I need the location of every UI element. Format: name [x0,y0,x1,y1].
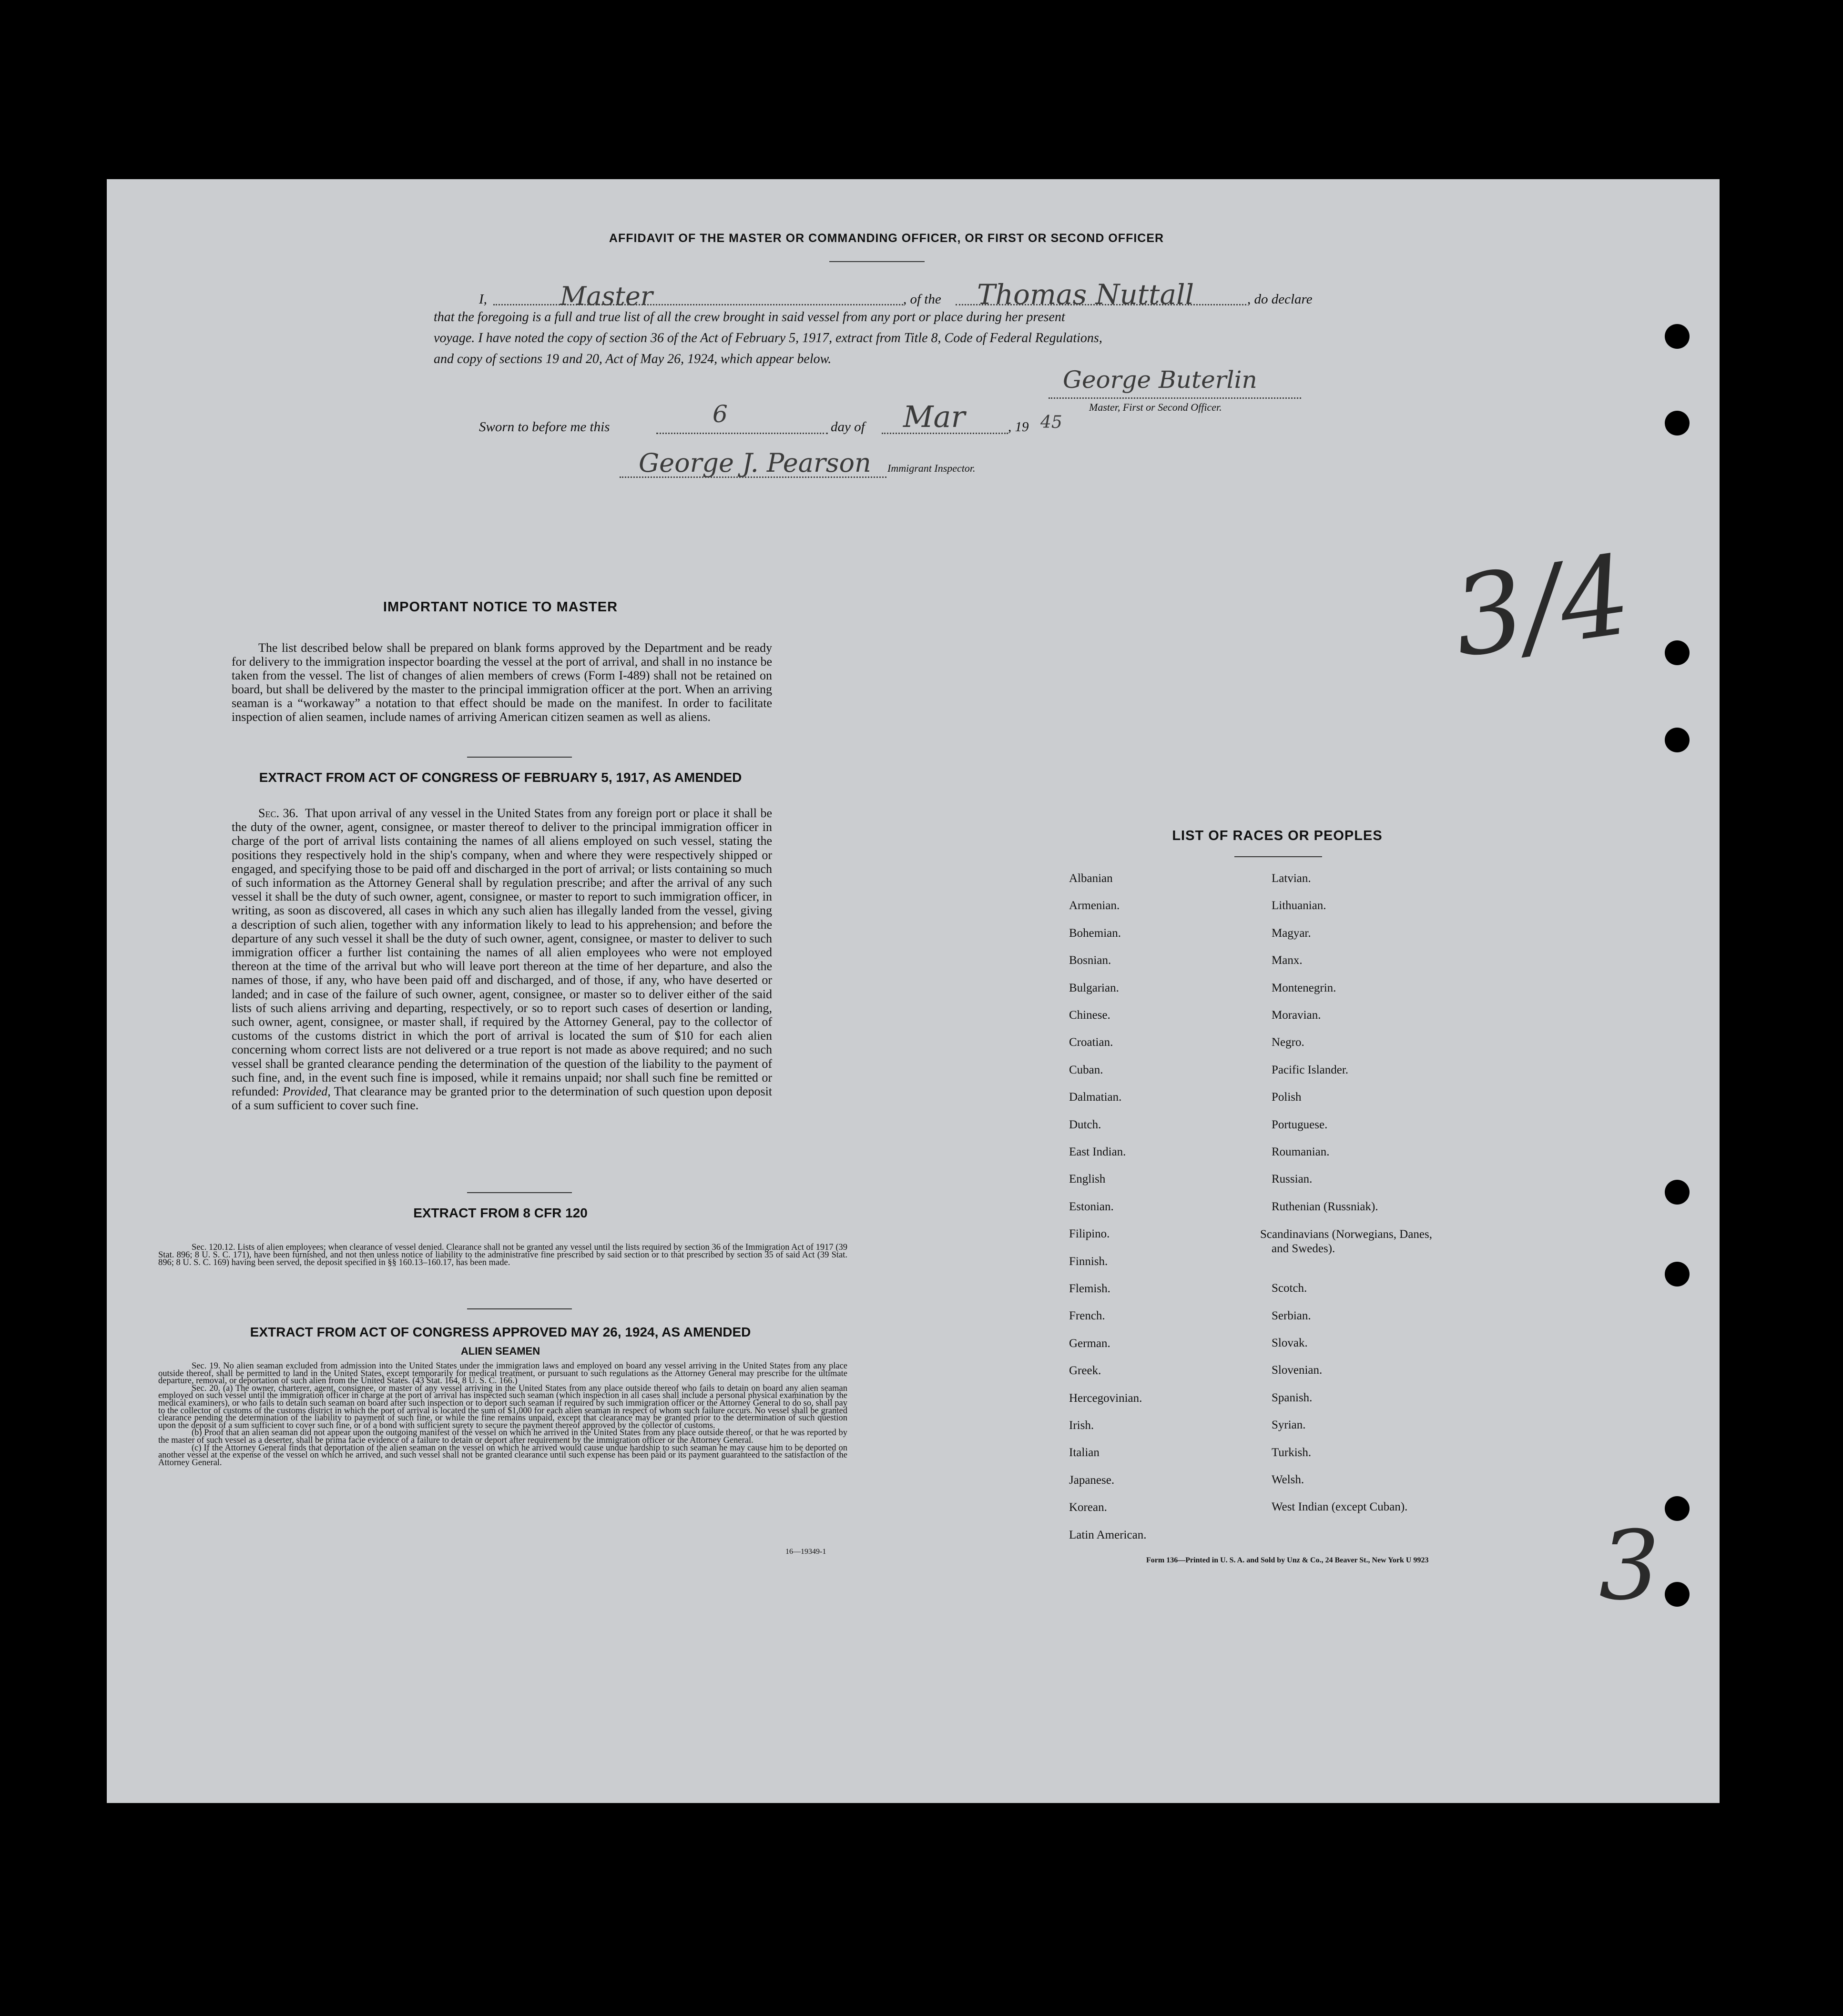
race-item: Syrian. [1272,1418,1306,1432]
race-item: Chinese. [1069,1009,1110,1022]
provided-word: Provided, [282,1084,331,1099]
race-item: English [1069,1173,1106,1186]
sec36-end: That clearance may be granted prior to the determination of such question upon deposit of a sum sufficient to cover such fine. [232,1084,773,1113]
extract-1917-title: EXTRACT FROM ACT OF CONGRESS OF FEBRUARY 5, 1917, AS AMENDED [259,770,742,785]
race-item: Slovak. [1272,1337,1308,1349]
affidavit-line-2: that the foregoing is a full and true list of all the crew brought in said vessel from any port or place during her present [434,310,1065,324]
notice-title: IMPORTANT NOTICE TO MASTER [383,599,618,615]
master-signature-line [1049,397,1301,399]
handwritten-number: 3 [1599,1510,1660,1621]
race-item: Turkish. [1272,1446,1312,1459]
race-item: Latin American. [1069,1528,1147,1541]
month-handwritten: Mar [903,399,966,434]
punch-hole [1665,411,1690,436]
punch-hole [1665,1180,1690,1205]
punch-hole [1665,324,1690,349]
race-item: East Indian. [1069,1145,1126,1158]
day-of-label: day of [831,419,865,435]
race-item: West Indian (except Cuban). [1272,1500,1408,1514]
officer-handwritten: Master [560,281,653,311]
affidavit-line-4: and copy of sections 19 and 20, Act of May 26, 1924, which appear below. [434,352,832,366]
race-item: Korean. [1069,1501,1107,1514]
notice-rule [467,757,572,758]
handwritten-fraction: 3/4 [1446,531,1638,682]
race-item: Filipino. [1069,1227,1110,1241]
race-item: Italian [1069,1446,1100,1459]
races-rule [1234,856,1322,857]
sec20c-text: (c) If the Attorney General finds that deportation of the alien seaman on the vessel on which he arrived would cause undue hardship to such seaman he may cause him to be deported on another vessel at the expense of the vessel on which he arrived, and such vessel shall not be granted clearance until such expense has been paid or its payment guaranteed to the satisfaction of the Attorney General. [158,1443,847,1468]
vessel-handwritten: Thomas Nuttall [977,278,1194,311]
form-footer: Form 136—Printed in U. S. A. and Sold by Unz & Co., 24 Beaver St., New York U 9923 [1146,1556,1429,1564]
race-item: Dalmatian. [1069,1091,1122,1104]
extract-1917-body [232,806,772,1112]
inspector-signature-line [620,476,886,478]
races-title: LIST OF RACES OR PEOPLES [1172,828,1383,843]
of-the-label: , of the [903,292,941,307]
master-caption: Master, First or Second Officer. [1089,401,1222,413]
race-item: Lithuanian. [1272,899,1326,912]
punch-hole [1665,728,1690,752]
race-item: Portuguese. [1272,1118,1328,1131]
affidavit-title: AFFIDAVIT OF THE MASTER OR COMMANDING OFFICER, OR FIRST OR SECOND OFFICER [609,232,1164,245]
race-item: Bosnian. [1069,954,1111,967]
form-code: 16—19349-1 [785,1548,826,1556]
race-item: Latvian. [1272,872,1311,885]
extract-1917-rule [467,1192,572,1193]
race-item: Negro. [1272,1036,1304,1049]
race-item: Bohemian. [1069,926,1121,940]
inspector-caption: Immigrant Inspector. [887,462,976,474]
master-signature: George Buterlin [1063,366,1257,394]
race-item: Roumanian. [1272,1145,1330,1158]
race-item: Albanian [1069,872,1113,885]
race-item: Flemish. [1069,1282,1110,1295]
cfr-rule [467,1308,572,1309]
affidavit-line-3: voyage. I have noted the copy of section 36 of the Act of February 5, 1917, extract from Title 8, Code of Federal Regulations, [434,331,1102,345]
sec19-text: Sec. 19. No alien seaman excluded from admission into the United States under the immigration laws and employed on board any vessel arriving in the United States from any place outside thereof, shall be permitted to land in the United States, except temporarily for medical treatment, or pursuant to such regulations as the Attorney General may prescribe for the ultimate departure, removal, or deportation of such alien from the United States. (43 Stat. 164, 8 U. S. C. 166.) [158,1361,847,1386]
sworn-label: Sworn to before me this [479,419,610,435]
race-item: Bulgarian. [1069,981,1119,994]
year-handwritten: 45 [1040,413,1062,432]
extract-1924-body [158,1363,847,1467]
race-item: Montenegrin. [1272,981,1336,994]
race-item: Armenian. [1069,899,1120,912]
race-item: Scotch. [1272,1282,1307,1295]
extract-1924-title: EXTRACT FROM ACT OF CONGRESS APPROVED MAY 26, 1924, AS AMENDED [250,1325,751,1339]
inspector-signature: George J. Pearson [639,448,871,478]
notice-body: The list described below shall be prepared on blank forms approved by the Department and be ready for delivery to the immigration inspector boarding the vessel at the port of arrival, and shall in no instance be taken from the vessel. The list of changes of alien members of crews (Form I-489) shall not be retained on board, but shall be delivered by the master to the principal immigration officer at the port. When an arriving seaman is a “workaway” a notation to that effect should be made on the manifest. In order to facilitate inspection of alien seamen, include names of arriving American citizen seamen as well as aliens. [232,641,772,724]
sworn-line [479,399,1099,438]
race-item: Croatian. [1069,1036,1113,1049]
sec20b-text: (b) Proof that an alien seaman did not appear upon the outgoing manifest of the vessel on which he arrived in the United States from any place outside thereof, or that he was reported by the master of such vessel as a deserter, shall be prima facie evidence of a failure to detain or deport after requirement by the immigration officer or the Attorney General. [158,1428,847,1445]
race-item: Russian. [1272,1173,1313,1186]
race-item: Polish [1272,1091,1302,1104]
race-item: Estonian. [1069,1200,1114,1213]
officer-field [493,304,903,305]
punch-hole [1665,640,1690,665]
race-item: Greek. [1069,1364,1101,1378]
race-item: Moravian. [1272,1009,1321,1022]
race-item: Ruthenian (Russniak). [1272,1200,1378,1213]
race-item: Serbian. [1272,1309,1311,1322]
cfr-body: Sec. 120.12. Lists of alien employees; when clearance of vessel denied. Clearance shall not be granted any vessel until the lists required by section 36 of the Immigration Act of 1917 (39 Stat. 896; 8 U. S. C. 171), have been furnished, and not then unless notice of liability to the administrative fine prescribed by said section or to that prescribed by section 35 of said Act (39 Stat. 896; 8 U. S. C. 169) having been served, the deposit specified in §§ 160.13–160.17, has been made. [158,1243,847,1267]
affidavit-title-rule [829,261,925,262]
sec20a-text: Sec. 20. (a) The owner, charterer, agent, consignee, or master of any vessel arriving in the United States from any place outside thereof who fails to detain on board any alien seaman employed on such vessel until the immigration officer in charge at the port of arrival has inspected such seaman (which inspection in all cases shall include a personal physical examination by the medical examiners), or who fails to detain such seaman on board after such inspection or to deport such seaman if required by such immigration officer or the Attorney General to do so, shall pay to the collector of customs of the customs district in which the port of arrival is located the sum of $1,000 for each alien seaman in respect of whom such failure occurs. No vessel shall be granted clearance pending the determination of the liability to payment of such fine, or while the fine remains unpaid, except that clearance may be granted prior to the determination of such question upon the deposit of a sum sufficient to cover such fine, or of a bond with sufficient surety to secure the payment thereof approved by the collector of customs. [158,1383,847,1430]
race-item: Manx. [1272,954,1303,967]
day-handwritten: 6 [713,400,728,428]
punch-hole [1665,1262,1690,1287]
year-prefix: , 19 [1008,419,1029,435]
race-item: Magyar. [1272,926,1311,940]
race-item: Pacific Islander. [1272,1063,1349,1076]
race-item: Irish. [1069,1419,1094,1432]
race-item: Japanese. [1069,1473,1115,1487]
race-item: French. [1069,1309,1105,1323]
i-label: I, [479,292,487,307]
race-item: Spanish. [1272,1391,1313,1404]
day-field [656,433,828,434]
race-item: Scandinavians (Norwegians, Danes, and Swedes). [1260,1228,1433,1256]
race-item: Slovenian. [1272,1364,1323,1377]
race-item: Cuban. [1069,1063,1103,1076]
sec36-label: Sec. 36. [258,806,298,820]
race-item: Welsh. [1272,1473,1304,1486]
sec36-text: That upon arrival of any vessel in the United States from any foreign port or place it shall be the duty of the owner, agent, consignee, or master thereof to deliver to the principal immigration officer in charge of the port of arrival lists containing the names of all aliens employed on such vessel, stating the positions they respectively hold in the ship's company, when and where they were respectively shipped or engaged, and specifying those to be paid off and discharged in the port of arrival; or lists containing so much of such information as the Attorney General shall by regulation prescribe; and after the arrival of any such vessel it shall be the duty of such owner, agent, consignee, or master to report to such immigration officer, in writing, as soon as discovered, all cases in which any such alien has illegally landed from the vessel, giving a description of such alien, together with any information likely to lead to his apprehension; and before the departure of any such vessel it shall be the duty of such owner, agent, consignee, or master to deliver to such immigration officer a further list containing the names of all alien employees who were not employed thereon at the time of the arrival but who will leave port thereon at the time of her departure, and also the names of those, if any, who have been paid off and discharged, and of those, if any, who have deserted or landed; and in case of the failure of such owner, agent, consignee, or master so to deliver either of the said lists of such aliens arriving and departing, respectively, or so to report such cases of desertion or landing, such owner, agent, consignee, or master shall, if required by the Attorney General, pay to the collector of customs of the customs district in which the port of arrival is located the sum of $10 for each alien concerning whom correct lists are not delivered or a true report is not made as above required; and no such vessel shall be granted clearance pending the determination of the question of the liability to the payment of such fine, and, in the event such fine is imposed, while it remains unpaid; nor shall such fine be remitted or refunded: [232,806,772,1099]
cfr-title: EXTRACT FROM 8 CFR 120 [413,1206,588,1220]
extract-1924-subtitle: ALIEN SEAMEN [460,1345,540,1357]
punch-hole [1665,1496,1690,1521]
race-item: Hercegovinian. [1069,1391,1142,1405]
race-item: German. [1069,1337,1110,1350]
race-item: Finnish. [1069,1255,1108,1268]
punch-hole [1665,1582,1690,1607]
affidavit-line-1 [479,278,1332,312]
do-declare-label: , do declare [1247,292,1313,307]
race-item: Dutch. [1069,1118,1101,1131]
